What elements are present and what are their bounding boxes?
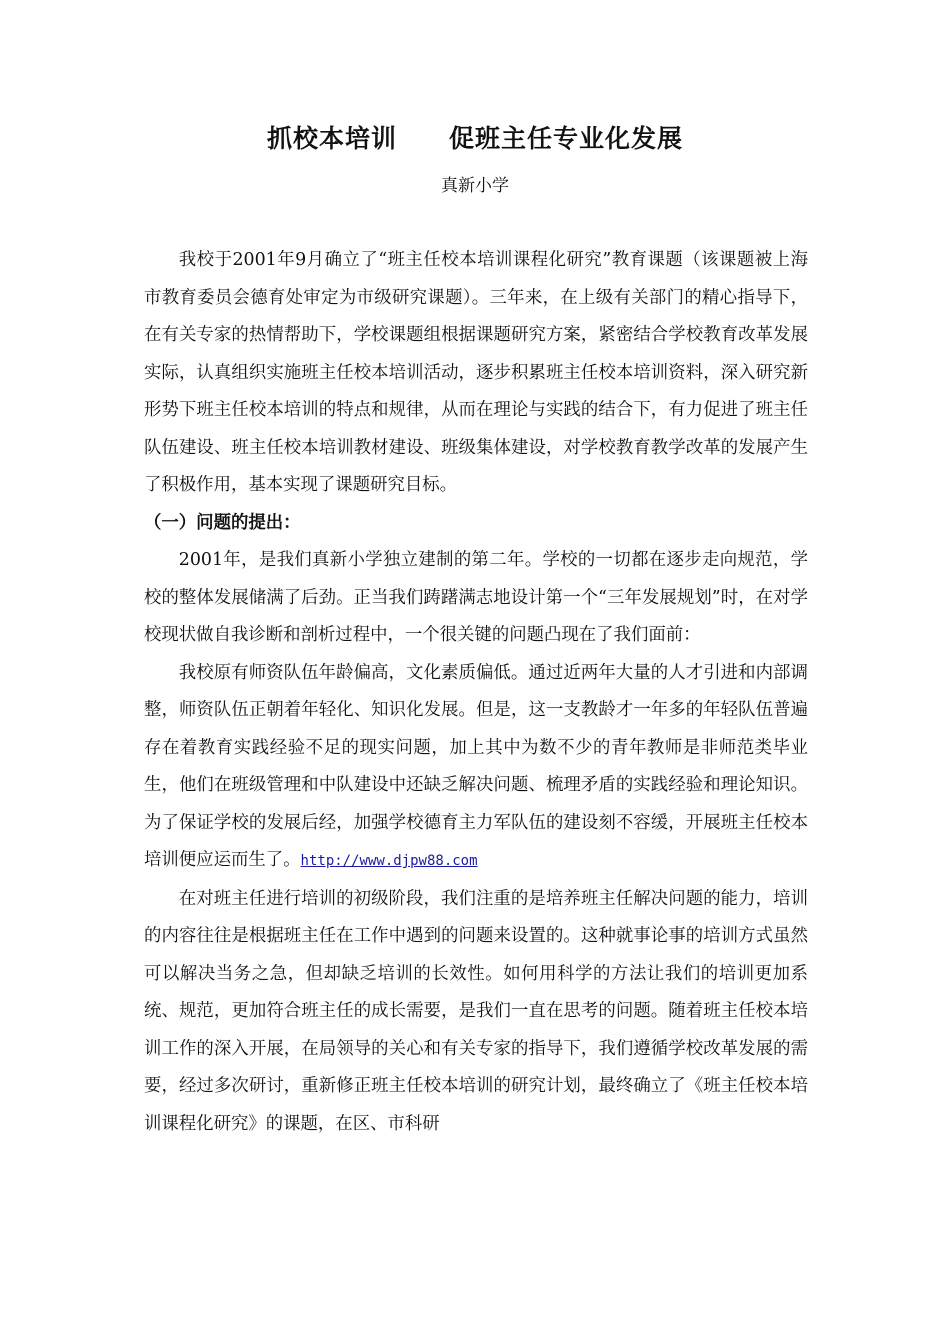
paragraph-intro: 我校于2001年9月确立了“班主任校本培训课程化研究”教育课题（该课题被上海市教育委员会德育处审定为市级研究课题）。三年来，在上级有关部门的精心指导下，在有关专家的热情帮助下，学校课题组根据课题研究方案，紧密结合学校教育改革发展实际，认真组织实施班主任校本培训活动，逐步积累班主任校本培训资料，深入研究新形势下班主任校本培训的特点和规律，从而在理论与实践的结合下，有力促进了班主任队伍建设、班主任校本培训教材建设、班级集体建设，对学校教育教学改革的发展产生了积极作用，基本实现了课题研究目标。 <box>144 250 808 495</box>
paragraph-staff <box>144 655 808 881</box>
paragraph-background: 2001年，是我们真新小学独立建制的第二年。学校的一切都在逐步走向规范，学校的整体发展储满了后劲。正当我们踌躇满志地设计第一个“三年发展规划”时，在对学校现状做自我诊断和剖析过程中，一个很关键的问题凸现在了我们面前： <box>144 550 808 645</box>
document-author: 真新小学 <box>441 176 509 196</box>
section-heading: （一）问题的提出： <box>144 512 301 533</box>
website-link[interactable]: http://www.djpw88.com <box>300 853 478 869</box>
paragraph-training: 在对班主任进行培训的初级阶段，我们注重的是培养班主任解决问题的能力，培训的内容往往是根据班主任在工作中遇到的问题来设置的。这种就事论事的培训方式虽然可以解决当务之急，但却缺乏培训的长效性。如何用科学的方法让我们的培训更加系统、规范，更加符合班主任的成长需要，是我们一直在思考的问题。随着班主任校本培训工作的深入开展，在局领导的关心和有关专家的指导下，我们遵循学校改革发展的需要，经过多次研讨，重新修正班主任校本培训的研究计划，最终确立了《班主任校本培训课程化研究》的课题，在区、市科研 <box>144 888 808 1134</box>
paragraph-staff-text: 我校原有师资队伍年龄偏高，文化素质偏低。通过近两年大量的人才引进和内部调整，师资队伍正朝着年轻化、知识化发展。但是，这一支教龄才一年多的年轻队伍普遍存在着教育实践经验不足的现实问题，加上其中为数不少的青年教师是非师范类毕业生，他们在班级管理和中队建设中还缺乏解决问题、梳理矛盾的实践经验和理论知识。为了保证学校的发展后经，加强学校德育主力军队伍的建设刻不容缓，开展班主任校本培训便应运而生了。 <box>144 662 808 870</box>
document-body <box>144 242 808 1143</box>
document-title: 抓校本培训 促班主任专业化发展 <box>266 124 683 153</box>
